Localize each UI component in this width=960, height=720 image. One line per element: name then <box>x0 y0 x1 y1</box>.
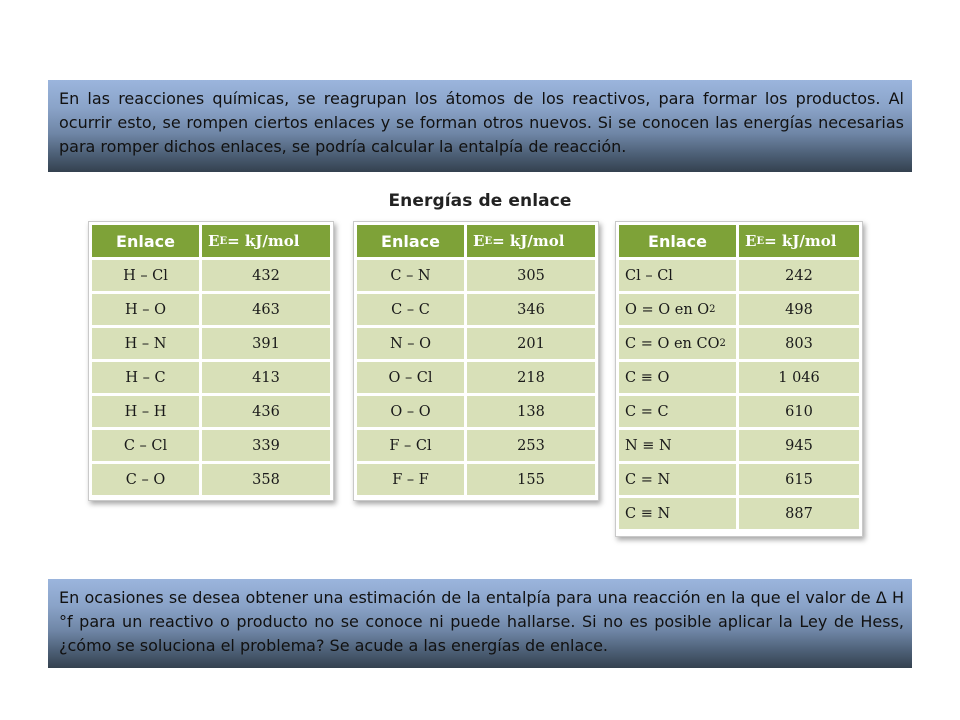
bond-label: Cl – Cl <box>625 267 673 284</box>
energy-value-cell: 432 <box>202 260 330 291</box>
energy-value-cell: 346 <box>467 294 595 325</box>
bond-label: H – C <box>125 369 166 386</box>
bond-cell <box>619 294 736 325</box>
header-energy-unit <box>202 225 330 257</box>
bond-energy-table-3 <box>615 221 863 537</box>
outro-text: En ocasiones se desea obtener una estimación de la entalpía para una reacción en la que el valor de Δ H °f para un reactivo o producto no se conoce ni puede hallarse. Si no es posible aplicar la Ley de Hess, ¿cómo se soluciona el problema? Se acude a las energías de enlace. <box>59 588 904 655</box>
bond-cell <box>357 362 464 393</box>
header-enlace: Enlace <box>619 225 736 257</box>
energy-subscript: E <box>219 235 228 247</box>
energy-value-cell: 945 <box>739 430 859 461</box>
bond-cell <box>357 464 464 495</box>
bond-label: C – O <box>125 471 166 488</box>
bond-label: C = C <box>625 403 669 420</box>
bond-cell <box>619 498 736 529</box>
bond-cell <box>357 260 464 291</box>
bond-label: N ≡ N <box>625 437 672 454</box>
energy-value-cell: 201 <box>467 328 595 359</box>
energy-value-cell: 218 <box>467 362 595 393</box>
bond-cell <box>357 396 464 427</box>
energy-value-cell: 305 <box>467 260 595 291</box>
bond-label: H – Cl <box>123 267 168 284</box>
energy-value-cell: 155 <box>467 464 595 495</box>
header-energy-unit <box>467 225 595 257</box>
energy-value-cell: 610 <box>739 396 859 427</box>
bond-energy-table-1 <box>88 221 334 501</box>
energy-value-cell: 1 046 <box>739 362 859 393</box>
energy-subscript: E <box>484 235 493 247</box>
bond-cell <box>92 396 199 427</box>
bond-cell <box>92 294 199 325</box>
energy-value-cell: 463 <box>202 294 330 325</box>
bond-label: H – O <box>124 301 166 318</box>
outro-text-box <box>48 579 912 668</box>
energy-value-cell: 339 <box>202 430 330 461</box>
bond-label: C – N <box>390 267 431 284</box>
bond-cell <box>619 430 736 461</box>
bond-cell <box>92 362 199 393</box>
energy-value-cell: 436 <box>202 396 330 427</box>
bond-label: F – Cl <box>389 437 432 454</box>
bond-label: C ≡ N <box>625 505 671 522</box>
energy-value-cell: 803 <box>739 328 859 359</box>
energy-value-cell: 358 <box>202 464 330 495</box>
bond-cell <box>92 260 199 291</box>
bond-subscript: 2 <box>719 338 726 349</box>
energy-symbol: E <box>473 232 485 250</box>
bond-label: C = N <box>625 471 671 488</box>
energy-value-cell: 391 <box>202 328 330 359</box>
energy-value-cell: 253 <box>467 430 595 461</box>
bond-cell <box>357 430 464 461</box>
energy-value-cell: 413 <box>202 362 330 393</box>
bond-cell <box>92 430 199 461</box>
bond-cell <box>92 328 199 359</box>
bond-label: C ≡ O <box>625 369 670 386</box>
bond-label: H – H <box>124 403 167 420</box>
bond-subscript: 2 <box>709 304 716 315</box>
energy-unit: = kJ/mol <box>227 232 300 250</box>
bond-cell <box>619 328 736 359</box>
energy-subscript: E <box>756 235 765 247</box>
bond-energy-table-2 <box>353 221 599 501</box>
energy-value-cell: 498 <box>739 294 859 325</box>
bond-cell <box>357 294 464 325</box>
bond-cell <box>619 464 736 495</box>
energy-symbol: E <box>208 232 220 250</box>
bond-cell <box>92 464 199 495</box>
bond-label: C – C <box>391 301 430 318</box>
header-enlace: Enlace <box>357 225 464 257</box>
intro-text: En las reacciones químicas, se reagrupan los átomos de los reactivos, para formar los productos. Al ocurrir esto, se rompen ciertos enlaces y se forman otros nuevos. Si se conocen las energías necesarias para romper dichos enlaces, se podría calcular la entalpía de reacción. <box>59 89 904 156</box>
energy-value-cell: 242 <box>739 260 859 291</box>
bond-label: H – N <box>124 335 167 352</box>
bond-cell <box>357 328 464 359</box>
bond-cell <box>619 362 736 393</box>
bond-label: C – Cl <box>123 437 168 454</box>
intro-text-box <box>48 80 912 172</box>
bond-label: F – F <box>392 471 429 488</box>
bond-label: N – O <box>389 335 432 352</box>
bond-cell <box>619 396 736 427</box>
energy-unit: = kJ/mol <box>764 232 837 250</box>
energy-value-cell: 138 <box>467 396 595 427</box>
energy-unit: = kJ/mol <box>492 232 565 250</box>
bond-cell <box>619 260 736 291</box>
bond-label: O – O <box>390 403 431 420</box>
energy-value-cell: 615 <box>739 464 859 495</box>
header-energy-unit <box>739 225 859 257</box>
bond-label: O – Cl <box>388 369 433 386</box>
bond-label: O = O en O <box>625 301 710 318</box>
energy-symbol: E <box>745 232 757 250</box>
energy-value-cell: 887 <box>739 498 859 529</box>
bond-label: C = O en CO <box>625 335 720 352</box>
header-enlace: Enlace <box>92 225 199 257</box>
section-title: Energías de enlace <box>388 191 572 211</box>
